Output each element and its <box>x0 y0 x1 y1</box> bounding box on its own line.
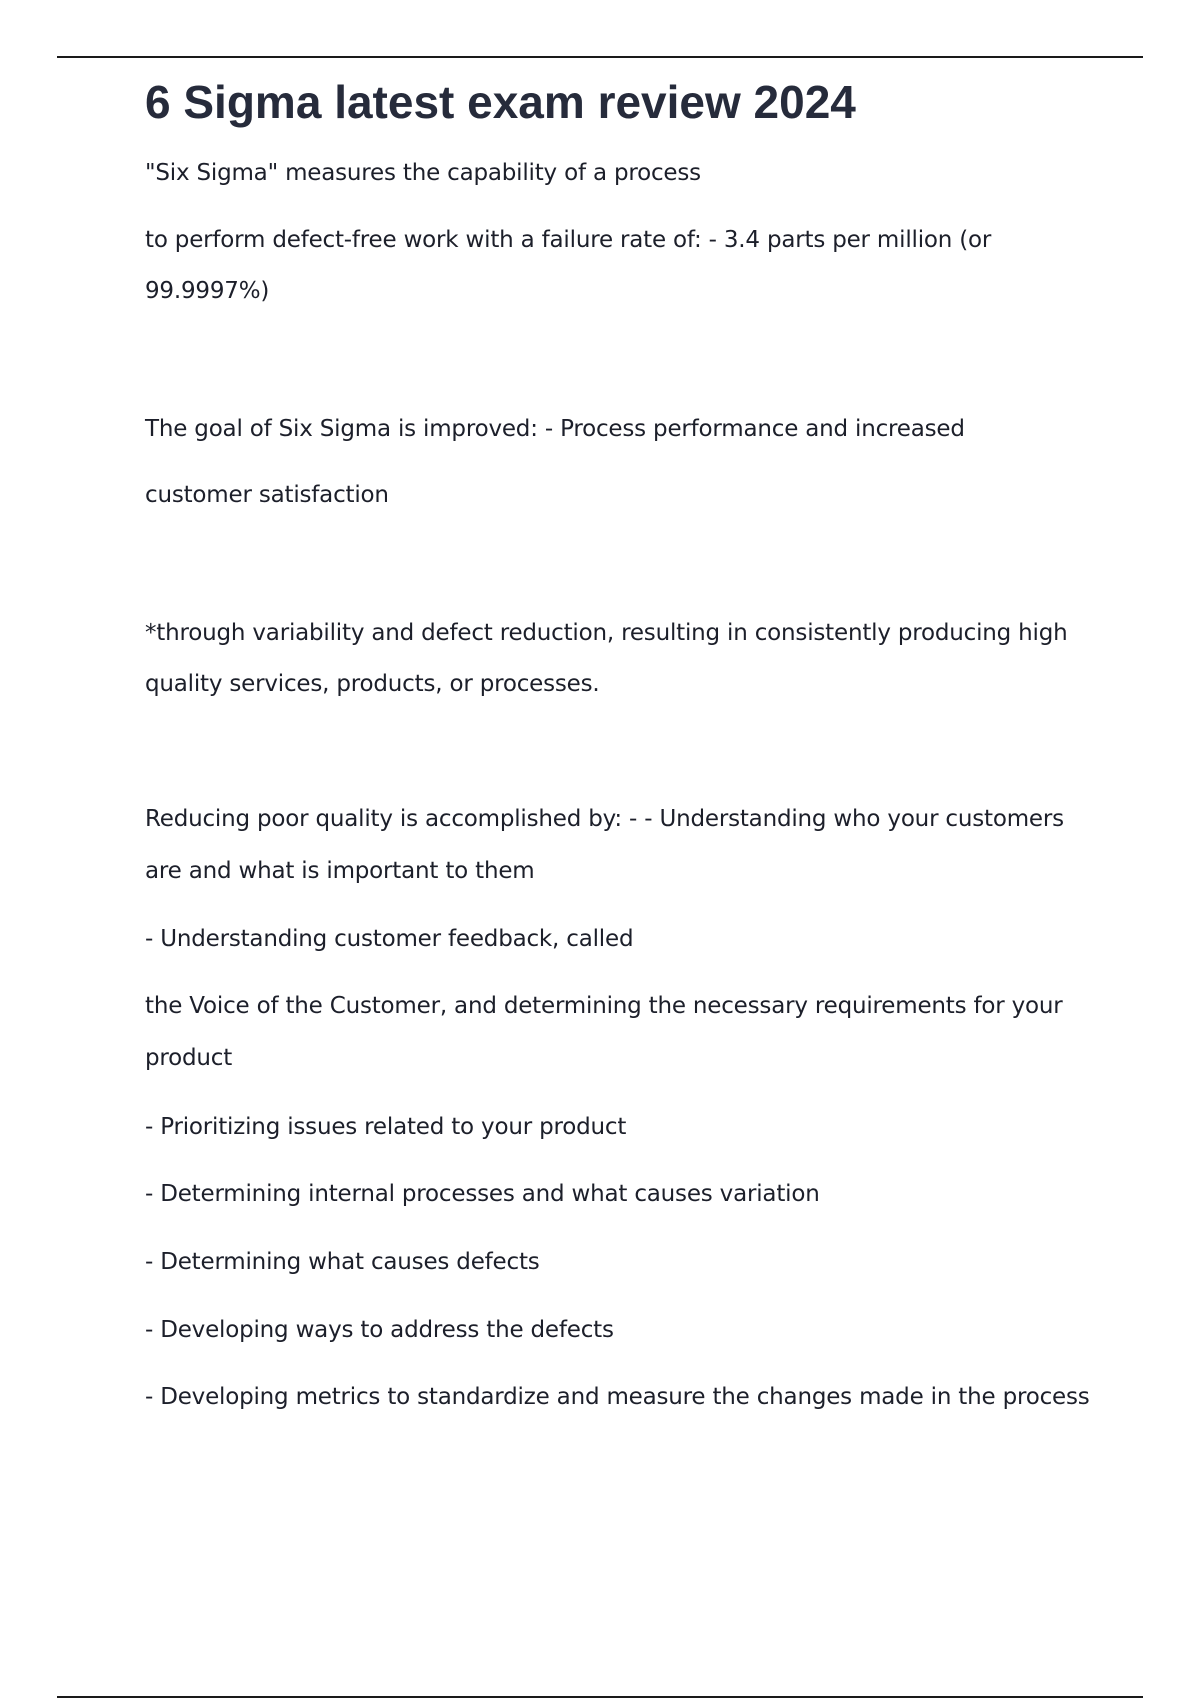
top-rule <box>57 56 1143 58</box>
list-item: - Determining what causes defects <box>145 1249 540 1275</box>
paragraph-line: The goal of Six Sigma is improved: - Process performance and increased <box>145 416 965 442</box>
list-item: - Determining internal processes and what causes variation <box>145 1181 820 1207</box>
list-item: - Developing ways to address the defects <box>145 1317 614 1343</box>
paragraph-line: "Six Sigma" measures the capability of a process <box>145 160 701 186</box>
paragraph-line: are and what is important to them <box>145 858 535 884</box>
list-item: - Prioritizing issues related to your product <box>145 1114 627 1140</box>
paragraph-line: product <box>145 1045 233 1071</box>
page-title: 6 Sigma latest exam review 2024 <box>145 76 856 128</box>
list-item: - Understanding customer feedback, called <box>145 926 634 952</box>
bottom-rule <box>57 1696 1143 1698</box>
paragraph-line: Reducing poor quality is accomplished by: - - Understanding who your customers <box>145 806 1064 832</box>
paragraph-line: quality services, products, or processes. <box>145 671 600 697</box>
paragraph-line: customer satisfaction <box>145 482 389 508</box>
paragraph-line: 99.9997%) <box>145 278 270 304</box>
paragraph-line: the Voice of the Customer, and determining the necessary requirements for your <box>145 993 1063 1019</box>
paragraph-line: *through variability and defect reduction, resulting in consistently producing high <box>145 620 1068 646</box>
list-item: - Developing metrics to standardize and measure the changes made in the process <box>145 1384 1090 1410</box>
paragraph-line: to perform defect-free work with a failure rate of: - 3.4 parts per million (or <box>145 227 992 253</box>
